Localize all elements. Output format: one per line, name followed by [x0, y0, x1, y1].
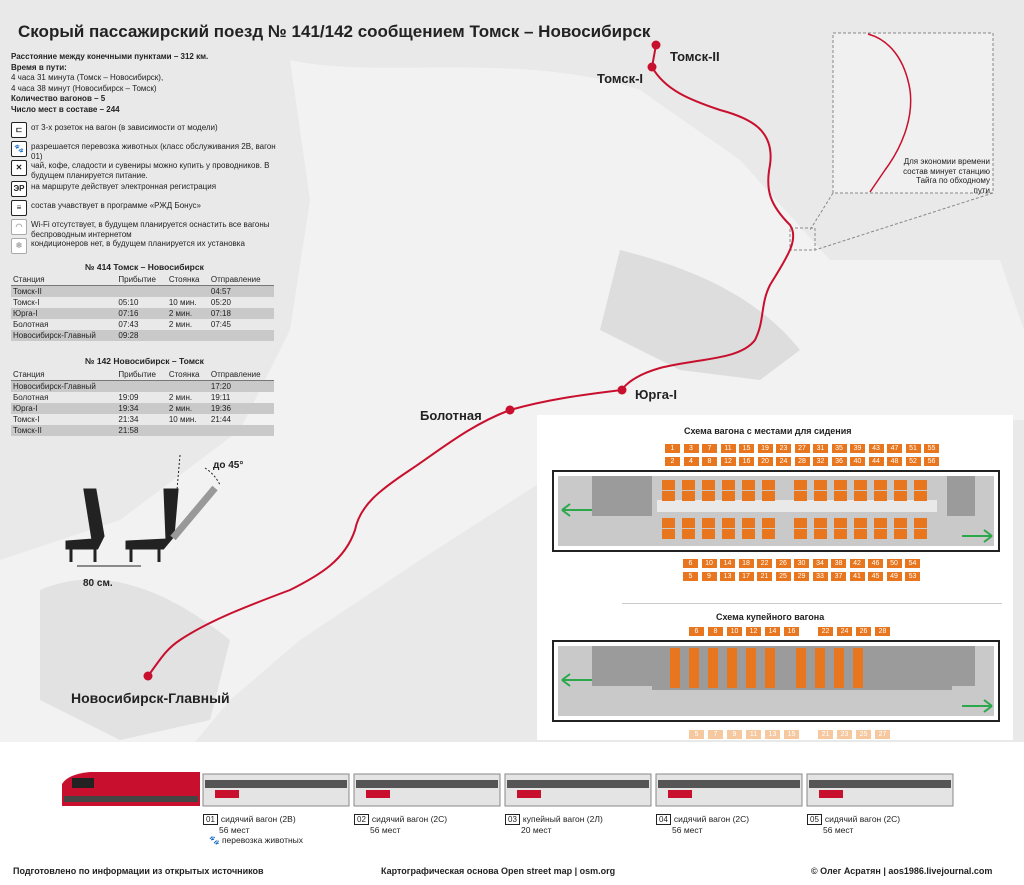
seat[interactable]: [894, 480, 907, 490]
cell: Томск-I: [13, 415, 40, 424]
seat-number[interactable]: 52: [906, 457, 921, 466]
seat-number[interactable]: 26: [856, 627, 871, 636]
seat-number[interactable]: 9: [702, 572, 717, 581]
seat-pitch-label: 80 см.: [83, 578, 113, 589]
seat[interactable]: [814, 491, 827, 501]
seat-number[interactable]: 2: [665, 457, 680, 466]
wagon-number: 01: [203, 814, 218, 825]
col-arrival: Прибытие: [116, 369, 166, 381]
wagon-seats: 56 мест: [672, 825, 703, 835]
footer-author[interactable]: © Олег Асратян | aos1986.livejournal.com: [811, 866, 993, 876]
feature-text: разрешается перевозка животных (класс обслуживания 2В, вагон 01): [31, 142, 276, 161]
station-dot-bolotnaya[interactable]: [506, 406, 515, 415]
train-strip: [0, 742, 1024, 885]
wagon-label[interactable]: [656, 814, 749, 835]
table-row: [11, 414, 274, 425]
berth[interactable]: [746, 648, 756, 688]
train-image: [60, 770, 960, 810]
col-departure: Отправление: [209, 369, 274, 381]
seat[interactable]: [722, 518, 735, 528]
table-row: [11, 381, 274, 393]
seat-number[interactable]: 48: [887, 457, 902, 466]
cell: [167, 330, 209, 341]
seat-number[interactable]: 6: [683, 559, 698, 568]
feature-text: на маршруте действует электронная регистрация: [31, 182, 217, 191]
wifi-icon: ◠: [11, 219, 27, 235]
compartment-scheme-title: Схема купейного вагона: [716, 612, 825, 622]
seat-number[interactable]: 8: [702, 457, 717, 466]
cell: [116, 286, 166, 298]
seat-number[interactable]: 10: [727, 627, 742, 636]
seat-number[interactable]: 26: [776, 559, 791, 568]
cell: 2 мин.: [167, 403, 209, 414]
berth[interactable]: [834, 648, 844, 688]
col-stop: Стоянка: [167, 274, 209, 286]
seat-number[interactable]: 46: [868, 559, 883, 568]
station-label-tomsk2[interactable]: Томск-II: [670, 49, 720, 64]
seat-recline-diagram: [55, 450, 255, 590]
seated-car-plan: [552, 470, 1000, 552]
seat-number[interactable]: 8: [708, 627, 723, 636]
cell: 17:20: [209, 381, 274, 393]
timetable-1: [11, 274, 274, 341]
wagon-type: сидячий вагон (2С): [673, 814, 750, 824]
seat-number[interactable]: 5: [689, 730, 704, 739]
wagon-number: 04: [656, 814, 671, 825]
seat-number[interactable]: 50: [887, 559, 902, 568]
distance-text: Расстояние между конечными пунктами – 312 км.: [11, 52, 209, 61]
seat-number[interactable]: 6: [689, 627, 704, 636]
seat-number[interactable]: 12: [746, 627, 761, 636]
cell: 07:43: [118, 320, 139, 329]
travel-time-1: 4 часа 31 минута (Томск – Новосибирск),: [11, 73, 164, 82]
seat-number[interactable]: 22: [757, 559, 772, 568]
cell: [167, 286, 209, 298]
seat[interactable]: [874, 518, 887, 528]
seat-number[interactable]: 12: [721, 457, 736, 466]
seat-number[interactable]: 21: [818, 730, 833, 739]
seat[interactable]: [682, 491, 695, 501]
feature-text: состав учавствует в программе «РЖД Бонус»: [31, 201, 201, 210]
seat[interactable]: [794, 518, 807, 528]
wagon-type: сидячий вагон (2С): [824, 814, 901, 824]
station-label-novosibirsk[interactable]: Новосибирск-Главный: [71, 690, 230, 706]
cell: 2 мин.: [168, 393, 193, 402]
seated-scheme-title: Схема вагона с местами для сидения: [684, 426, 852, 436]
seat[interactable]: [762, 529, 775, 539]
berth[interactable]: [670, 648, 680, 688]
seat-number[interactable]: 1: [665, 444, 680, 453]
seat-number[interactable]: 11: [746, 730, 761, 739]
seat-number[interactable]: 43: [869, 444, 884, 453]
seat-upright-icon: [67, 490, 103, 562]
timetable-1-title: № 414 Томск – Новосибирск: [85, 262, 204, 272]
seat[interactable]: [742, 518, 755, 528]
seat[interactable]: [794, 480, 807, 490]
seat[interactable]: [722, 480, 735, 490]
table-row: [11, 297, 274, 308]
wagon-label[interactable]: [203, 814, 303, 846]
station-label-tomsk1[interactable]: Томск-I: [597, 71, 644, 86]
inset-note: Для экономии времени состав минует станцию Тайга по обходному пути: [903, 157, 990, 195]
seat-number[interactable]: 56: [924, 457, 939, 466]
seat-number[interactable]: 53: [905, 572, 920, 581]
cell: Томск-I: [13, 298, 40, 307]
seat[interactable]: [702, 529, 715, 539]
seat-number[interactable]: 35: [832, 444, 847, 453]
seat[interactable]: [874, 491, 887, 501]
col-station: Станция: [11, 274, 116, 286]
seat[interactable]: [914, 518, 927, 528]
wagon-type: купейный вагон (2Л): [522, 814, 603, 824]
feature-text: Wi-Fi отсутствует, в будущем планируется оснастить все вагоны беспроводным интернетом: [31, 220, 270, 239]
seat-number[interactable]: 40: [850, 457, 865, 466]
cell: 19:11: [210, 393, 231, 402]
seat[interactable]: [794, 491, 807, 501]
cell: Новосибирск-Главный: [11, 330, 116, 341]
seat[interactable]: [662, 518, 675, 528]
cell: 07:45: [210, 320, 231, 329]
timetable-2-title: № 142 Новосибирск – Томск: [85, 356, 204, 366]
seat-number[interactable]: 19: [758, 444, 773, 453]
col-departure: Отправление: [209, 274, 274, 286]
seat-reclined-icon: [127, 490, 177, 562]
wagon-seats: 56 мест: [370, 825, 401, 835]
seat[interactable]: [682, 529, 695, 539]
seat-number[interactable]: 49: [887, 572, 902, 581]
seat-number[interactable]: 4: [684, 457, 699, 466]
seat-number[interactable]: 27: [795, 444, 810, 453]
seat[interactable]: [742, 529, 755, 539]
bonus-icon: ≡: [11, 200, 27, 216]
wagon-label[interactable]: [807, 814, 900, 835]
wagon-label[interactable]: [354, 814, 447, 835]
cell: 2 мин.: [167, 308, 209, 319]
berth[interactable]: [765, 648, 775, 688]
wagon-extra: 🐾 перевозка животных: [209, 835, 304, 845]
seat[interactable]: [682, 518, 695, 528]
seat[interactable]: [662, 480, 675, 490]
travel-time-label: Время в пути:: [11, 62, 67, 72]
wagon-label[interactable]: [505, 814, 603, 835]
cell: Болотная: [13, 320, 49, 329]
seat-number[interactable]: 10: [702, 559, 717, 568]
station-dot-tomsk2[interactable]: [652, 41, 661, 50]
col-stop: Стоянка: [167, 369, 209, 381]
ac-icon: ❄: [11, 238, 27, 254]
seat-number[interactable]: 51: [906, 444, 921, 453]
feature-text: чай, кофе, сладости и сувениры можно купить у проводников. В будущем планируется питание.: [31, 161, 270, 180]
col-arrival: Прибытие: [116, 274, 166, 286]
seat-number[interactable]: 18: [739, 559, 754, 568]
seat-number[interactable]: 15: [739, 444, 754, 453]
seat-number[interactable]: 34: [813, 559, 828, 568]
cell: 21:58: [116, 425, 166, 436]
seats-count: Число мест в составе – 244: [11, 104, 120, 114]
seat[interactable]: [662, 491, 675, 501]
seat[interactable]: [874, 480, 887, 490]
timetable-2: [11, 369, 274, 436]
seat-number[interactable]: 33: [813, 572, 828, 581]
seat[interactable]: [854, 491, 867, 501]
seat-number[interactable]: 14: [765, 627, 780, 636]
table-row: [11, 319, 274, 330]
berth[interactable]: [796, 648, 806, 688]
feature-text: кондиционеров нет, в будущем планируется их установка: [31, 239, 245, 248]
seat[interactable]: [874, 529, 887, 539]
seat[interactable]: [762, 480, 775, 490]
seat[interactable]: [834, 529, 847, 539]
seat[interactable]: [762, 491, 775, 501]
cell: 10 мин.: [168, 415, 197, 424]
seat[interactable]: [914, 491, 927, 501]
cell: 04:57: [209, 286, 274, 298]
cell: 05:20: [210, 298, 231, 307]
cell: 19:09: [118, 393, 139, 402]
seat[interactable]: [662, 529, 675, 539]
station-dot-yurga[interactable]: [618, 386, 627, 395]
seat-number[interactable]: 23: [837, 730, 852, 739]
seat[interactable]: [722, 529, 735, 539]
seat-number[interactable]: 23: [776, 444, 791, 453]
berth[interactable]: [815, 648, 825, 688]
seat-number[interactable]: 25: [776, 572, 791, 581]
seat-tilt-label: до 45°: [213, 460, 244, 471]
footer-map-credit[interactable]: Картографическая основа Open street map | osm.org: [381, 866, 616, 876]
cell: [116, 381, 166, 393]
cell: 21:34: [118, 415, 139, 424]
cell: 07:18: [209, 308, 274, 319]
seat[interactable]: [682, 480, 695, 490]
table-row: [11, 330, 274, 341]
cell: 09:28: [116, 330, 166, 341]
seat-number[interactable]: 42: [850, 559, 865, 568]
wagon-number: 03: [505, 814, 520, 825]
cell: [209, 425, 274, 436]
seat-number[interactable]: 28: [875, 627, 890, 636]
wagon-seats: 56 мест: [823, 825, 854, 835]
berth[interactable]: [727, 648, 737, 688]
cell: [167, 425, 209, 436]
cell: [167, 381, 209, 393]
food-icon: ✕: [11, 160, 27, 176]
seat[interactable]: [914, 529, 927, 539]
seat-number[interactable]: 14: [720, 559, 735, 568]
seat-number[interactable]: 28: [795, 457, 810, 466]
seat-number[interactable]: 38: [831, 559, 846, 568]
seat[interactable]: [834, 491, 847, 501]
seat[interactable]: [794, 529, 807, 539]
table-row: [11, 392, 274, 403]
seat-number[interactable]: 25: [856, 730, 871, 739]
cars-count: Количество вагонов – 5: [11, 94, 106, 103]
seat-number[interactable]: 55: [924, 444, 939, 453]
station-dot-novosibirsk[interactable]: [144, 672, 153, 681]
page-title: Скорый пассажирский поезд № 141/142 сообщением Томск – Новосибирск: [18, 22, 651, 41]
seat[interactable]: [702, 480, 715, 490]
seat-number[interactable]: 24: [776, 457, 791, 466]
seat-number[interactable]: 45: [868, 572, 883, 581]
seat[interactable]: [894, 518, 907, 528]
berth[interactable]: [708, 648, 718, 688]
station-label-yurga[interactable]: Юрга-I: [635, 387, 677, 402]
cell: 07:16: [116, 308, 166, 319]
wagon-number: 02: [354, 814, 369, 825]
seat-number[interactable]: 21: [757, 572, 772, 581]
cell: 19:34: [116, 403, 166, 414]
seat[interactable]: [914, 480, 927, 490]
cell: 21:44: [210, 415, 231, 424]
seat[interactable]: [834, 480, 847, 490]
seat-number[interactable]: 36: [832, 457, 847, 466]
seat-number[interactable]: 16: [784, 627, 799, 636]
seat-number[interactable]: 9: [727, 730, 742, 739]
seat-number[interactable]: 27: [875, 730, 890, 739]
seat-number[interactable]: 30: [794, 559, 809, 568]
seat-number[interactable]: 47: [887, 444, 902, 453]
seat-number[interactable]: 24: [837, 627, 852, 636]
seat[interactable]: [894, 491, 907, 501]
cell: Юрга-I: [11, 403, 116, 414]
cell: 05:10: [118, 298, 139, 307]
seat[interactable]: [762, 518, 775, 528]
station-label-bolotnaya[interactable]: Болотная: [420, 408, 482, 423]
seat[interactable]: [742, 480, 755, 490]
col-station: Станция: [11, 369, 116, 381]
cell: Томск-II: [11, 425, 116, 436]
seat-number[interactable]: 22: [818, 627, 833, 636]
table-row: [11, 286, 274, 298]
seat[interactable]: [742, 491, 755, 501]
seat-number[interactable]: 15: [784, 730, 799, 739]
wagon-seats: 20 мест: [521, 825, 552, 835]
table-row: [11, 403, 274, 414]
cell: 2 мин.: [168, 320, 193, 329]
seat[interactable]: [702, 518, 715, 528]
seat-number[interactable]: 31: [813, 444, 828, 453]
footer-sources: Подготовлено по информации из открытых источников: [13, 866, 264, 876]
table-row: [11, 425, 274, 436]
seat-number[interactable]: 20: [758, 457, 773, 466]
cell: Новосибирск-Главный: [11, 381, 116, 393]
cell: 10 мин.: [168, 298, 197, 307]
seat-number[interactable]: 54: [905, 559, 920, 568]
seat-number[interactable]: 32: [813, 457, 828, 466]
seat-number[interactable]: 3: [684, 444, 699, 453]
socket-icon: ⊏: [11, 122, 27, 138]
seat-number[interactable]: 17: [739, 572, 754, 581]
berth[interactable]: [689, 648, 699, 688]
wagon-type: сидячий вагон (2В): [220, 814, 296, 824]
route-info: [11, 52, 281, 115]
seat-number[interactable]: 41: [850, 572, 865, 581]
seat-number[interactable]: 39: [850, 444, 865, 453]
pet-icon: 🐾: [11, 141, 27, 157]
feature-text: от 3-х розеток на вагон (в зависимости от модели): [31, 123, 218, 132]
cell: Томск-II: [11, 286, 116, 298]
wagon-number: 05: [807, 814, 822, 825]
wagon-seats: 56 мест: [219, 825, 250, 835]
seat-number[interactable]: 7: [702, 444, 717, 453]
e-registration-icon: ЭР: [11, 181, 27, 197]
seat[interactable]: [702, 491, 715, 501]
seat[interactable]: [894, 529, 907, 539]
seat-number[interactable]: 13: [765, 730, 780, 739]
travel-time-2: 4 часа 38 минут (Новосибирск – Томск): [11, 83, 157, 93]
table-header-row: [11, 369, 274, 381]
seat-number[interactable]: 16: [739, 457, 754, 466]
seat-number[interactable]: 44: [869, 457, 884, 466]
seat-number[interactable]: 11: [721, 444, 736, 453]
berth[interactable]: [853, 648, 863, 688]
seat[interactable]: [814, 518, 827, 528]
wagon-type: сидячий вагон (2С): [371, 814, 448, 824]
cell: 19:36: [209, 403, 274, 414]
cell: [209, 330, 274, 341]
table-header-row: [11, 274, 274, 286]
seat[interactable]: [854, 518, 867, 528]
seat[interactable]: [722, 491, 735, 501]
seat-number[interactable]: 13: [720, 572, 735, 581]
seat-number[interactable]: 5: [683, 572, 698, 581]
cell: Болотная: [13, 393, 49, 402]
seat[interactable]: [834, 518, 847, 528]
cell: Юрга-I: [11, 308, 116, 319]
seat-number[interactable]: 37: [831, 572, 846, 581]
seat[interactable]: [854, 480, 867, 490]
compartment-car-plan: [552, 640, 1000, 722]
seat-number[interactable]: 29: [794, 572, 809, 581]
table-row: [11, 308, 274, 319]
seat[interactable]: [854, 529, 867, 539]
seat[interactable]: [814, 529, 827, 539]
station-dot-tomsk1[interactable]: [648, 63, 657, 72]
seat[interactable]: [814, 480, 827, 490]
car-schemes-panel: [537, 415, 1013, 740]
seat-number[interactable]: 7: [708, 730, 723, 739]
